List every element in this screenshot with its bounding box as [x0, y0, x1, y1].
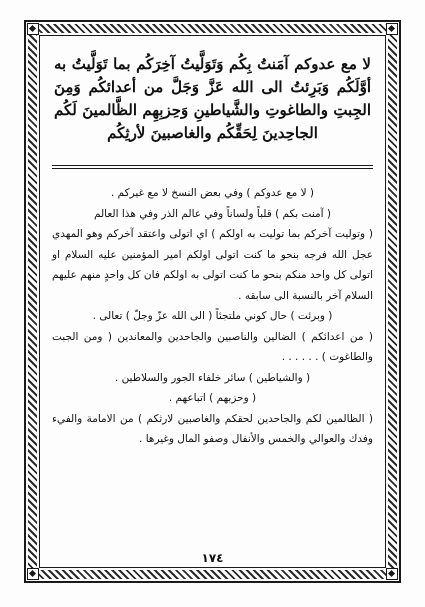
- commentary-block: [52, 183, 373, 450]
- commentary-paragraph: ( وتوليت آخركم بما توليت به اولكم ) اي اتولى واعتقد آخركم وهو المهدي عجل الله فرجه بنحو ما كنت اتولى اولكم امير المؤمنين عليه السلام او اتولى كل واحد منكم بنحو ما كنت اتولى به اولكم فان كل واحدٍ منهم عليهم السلام آخر بالنسبة الى سابقه .: [52, 228, 373, 302]
- commentary-paragraph: ( لا مع عدوكم ) وفي بعض النسخ لا مع غيركم .: [110, 187, 315, 199]
- commentary-paragraph: ( آمنت بكم ) قلباً ولساناً وفي عالم الذر وفي هذا العالم: [93, 207, 332, 220]
- corner-ornament-top-left: [27, 23, 39, 35]
- commentary-paragraph: ( الظالمين لكم والجاحدين لحقكم والغاصبين لارثكم ) من الامامة والفيء وفدك والعوالي والخمس والأنفال وصفو المال وغيرها .: [52, 412, 373, 445]
- separator-line-thin: [52, 168, 373, 169]
- commentary-paragraph: ( من اعدائكم ) الضالين والناصبين والجاحدين والمعاندين ( ومن الجبت والطاغوت ) . . . . . .: [52, 330, 373, 363]
- commentary-paragraph: ( وحزبهم ) اتباعهم .: [168, 392, 257, 404]
- commentary-paragraph: ( وبرئت ) حال كوني ملتجئاً ( الى الله عزّ وجلّ ) تعالى .: [92, 310, 333, 322]
- corner-ornament-top-right: [386, 23, 398, 35]
- corner-ornament-bottom-left: [27, 568, 39, 580]
- separator-line: [52, 165, 373, 166]
- corner-ornament-bottom-right: [386, 568, 398, 580]
- commentary-paragraph: ( والشياطين ) سائر خلفاء الجور والسلاطين .: [114, 371, 311, 384]
- page-number: ١٧٤: [201, 551, 224, 565]
- verse-text: لا مع عدوكم آمَنتُ بِكُم وَتَوَلَّيتُ آخِرَكُم بما تَوَلَّيتُ به أوَّلَكُم وَبَرِئتُ الى الله عَزَّ وَجَلَّ من أعدائكُم وَمِنَ الجِبتِ والطاغوتِ والشَّياطينِ وَحِزبِهِم الظَّالمينَ لَكُم الجاحِدينَ لِحَقِّكُم والغاصبينَ لأرثِكُم: [54, 55, 371, 142]
